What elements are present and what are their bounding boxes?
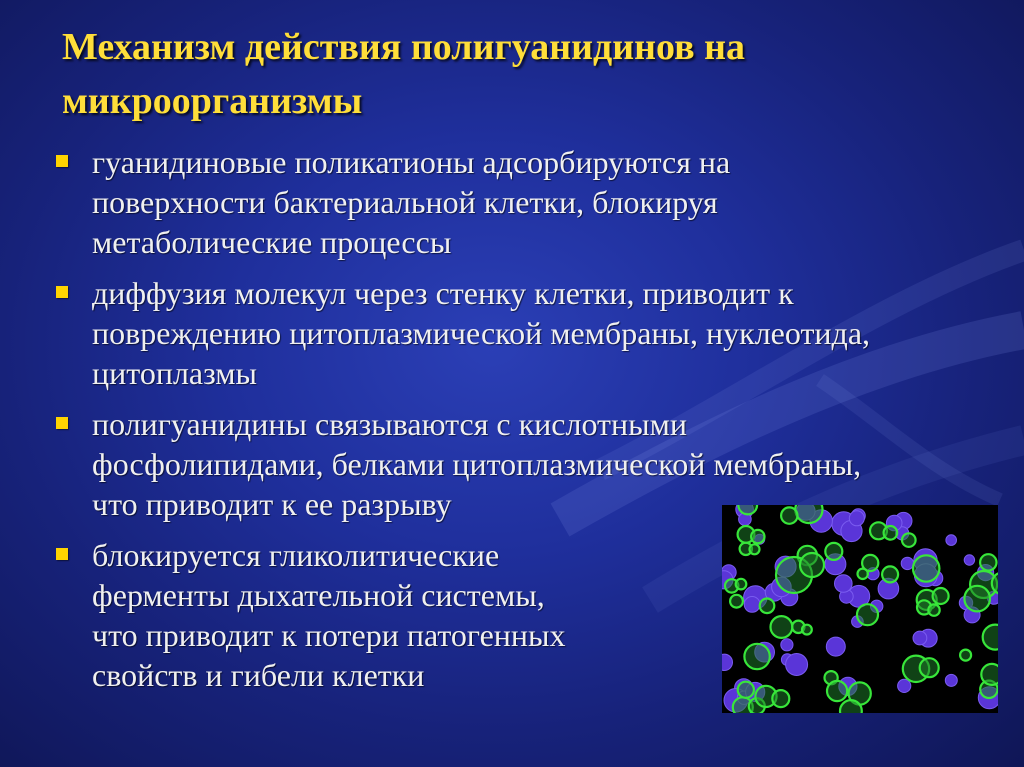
square-bullet-icon xyxy=(56,155,68,167)
green-cell xyxy=(960,650,971,661)
bullet-text-line: цитоплазмы xyxy=(92,355,258,391)
square-bullet-icon xyxy=(56,286,68,298)
slide-title-line: микроорганизмы xyxy=(62,80,363,122)
green-cell xyxy=(800,553,824,577)
bullet-text-line: повреждению цитоплазмической мембраны, нуклеотида, xyxy=(92,315,871,351)
green-cell xyxy=(840,700,862,713)
green-cell xyxy=(744,644,769,669)
bullet-text-line: диффузия молекул через стенку клетки, приводит к xyxy=(92,275,794,311)
green-cell xyxy=(857,604,878,625)
green-cell xyxy=(928,604,939,615)
purple-cell xyxy=(901,557,913,569)
slide-title xyxy=(62,20,962,128)
green-cell xyxy=(920,658,939,677)
square-bullet-icon xyxy=(56,417,68,429)
green-cell xyxy=(980,554,996,570)
purple-cell xyxy=(786,654,808,676)
bacteria-micrograph-image xyxy=(722,505,998,713)
bullet-text-line: блокируется гликолитические xyxy=(92,537,500,573)
green-cell xyxy=(882,566,898,582)
green-cell xyxy=(913,555,939,581)
purple-cell xyxy=(744,597,760,613)
green-cell xyxy=(751,530,764,543)
purple-cell xyxy=(964,555,974,565)
green-cell xyxy=(827,681,847,701)
green-cell xyxy=(964,586,990,612)
purple-cell xyxy=(781,639,793,651)
green-cell xyxy=(781,507,797,523)
slide-title-line: Механизм действия полигуанидинов на xyxy=(62,26,745,68)
bullet-text-line: гуанидиновые поликатионы адсорбируются на xyxy=(92,144,731,180)
green-cell xyxy=(772,690,789,707)
green-cell xyxy=(802,625,812,635)
purple-cell xyxy=(722,654,733,670)
purple-cell xyxy=(946,535,957,546)
green-cell xyxy=(825,543,842,560)
square-bullet-icon xyxy=(56,548,68,560)
green-cell xyxy=(981,664,998,685)
green-cell xyxy=(760,599,775,614)
green-cell xyxy=(736,579,747,590)
bullet-text-line: метаболические процессы xyxy=(92,224,452,260)
green-cell xyxy=(771,616,793,638)
green-cell xyxy=(902,533,916,547)
purple-cell xyxy=(826,637,845,656)
bullet-text-line: что приводит к ее разрыву xyxy=(92,486,452,522)
purple-cell xyxy=(849,511,864,526)
bullet-item xyxy=(56,273,870,393)
bullet-text-line: фосфолипидами, белками цитоплазмической мембраны, xyxy=(92,446,862,482)
bullet-text-line: что приводит к потери патогенных xyxy=(92,617,566,653)
green-cell xyxy=(750,544,760,554)
green-cell xyxy=(862,555,878,571)
green-cell xyxy=(884,526,898,540)
bullet-item xyxy=(56,142,870,262)
bullet-text-line: поверхности бактериальной клетки, блокируя xyxy=(92,184,718,220)
green-cell xyxy=(738,505,757,514)
bullet-text-line: полигуанидины связываются с кислотными xyxy=(92,406,688,442)
purple-cell xyxy=(898,679,911,692)
purple-cell xyxy=(835,575,853,593)
green-cell xyxy=(738,682,754,698)
green-cell xyxy=(983,625,998,650)
purple-cell xyxy=(945,674,957,686)
green-cell xyxy=(795,505,822,523)
bullet-text-line: свойств и гибели клетки xyxy=(92,657,425,693)
green-cell xyxy=(933,588,949,604)
bullet-text-line: ферменты дыхательной системы, xyxy=(92,577,545,613)
green-cell xyxy=(730,595,743,608)
purple-cell xyxy=(913,631,927,645)
